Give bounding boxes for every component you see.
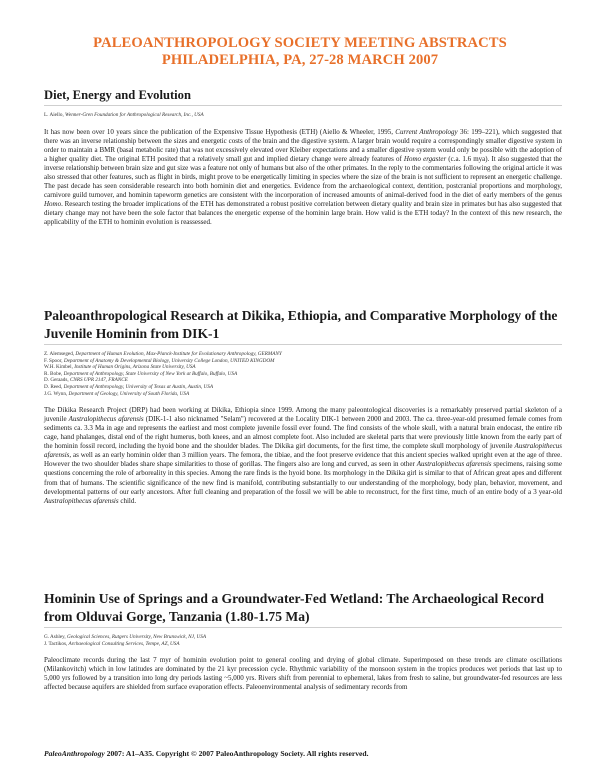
author-entry: J. Tactikos, Archaeological Consulting Services, Tempe, AZ, USA <box>44 640 180 647</box>
author-entry: L. Aiello, Wenner-Gren Foundation for Anthropological Research, Inc., USA <box>44 112 204 118</box>
header-line-1: PALEOANTHROPOLOGY SOCIETY MEETING ABSTRACTS <box>93 35 507 51</box>
abstract-body: Paleoclimate records during the last 7 myr of hominin evolution point to general cooling and drying of global climate. Superimposed on these trends are climate oscillations (Milankovitch) which in low latitudes are dominated by the 21 kyr precession cycle. Rhythmic variability of the monsoon system in the tropics produces wet periods that last up to 5,000 yrs followed by a transition into long dry periods lasting ~5,000 yrs. Rivers shift from perennial to ephemeral, lakes from fresh to saline, but groundwater-fed resources are less affected because aquifers are shielded from surface evaporation effects. Paleoenvironmental analysis of sedimentary records from <box>44 656 562 692</box>
author-entry: J.G. Wynn, Department of Geology, University of South Florida, USA <box>44 390 190 397</box>
abstract-olduvai <box>44 590 562 699</box>
abstract-title: Paleoanthropological Research at Dikika, Ethiopia, and Comparative Morphology of the Juvenile Hominin from DIK-1 <box>44 308 558 341</box>
author-entry: G. Ashley, Geological Sciences, Rutgers University, New Brunswick, NJ, USA <box>44 634 207 640</box>
author-entry: W.H. Kimbel, Institute of Human Origins, Arizona State University, USA <box>44 364 196 371</box>
abstract-title: Hominin Use of Springs and a Groundwater-Fed Wetland: The Archaeological Record from Olduvai Gorge, Tanzania (1.80-1.75 Ma) <box>44 591 544 624</box>
author-entry: F. Spoor, Department of Anatomy & Developmental Biology, University College London, UNITED KINGDOM <box>44 357 275 364</box>
author-entry: D. Geraads, CNRS UPR 2147, FRANCE <box>44 377 128 384</box>
title-divider <box>44 105 562 106</box>
author-entry: D. Reed, Department of Anthropology, University of Texas at Austin, Austin, USA <box>44 383 214 390</box>
title-divider <box>44 627 562 628</box>
page-footer <box>44 749 369 758</box>
header-line-2: PHILADELPHIA, PA, 27-28 MARCH 2007 <box>161 52 439 68</box>
author-entry: Z. Alemseged, Department of Human Evolution, Max-Planck-Institute for Evolutionary Anthropology, GERMANY <box>44 351 282 357</box>
abstract-body: The Dikika Research Project (DRP) had been working at Dikika, Ethiopia since 1999. Among the many paleontological discoveries is a remarkably preserved partial skeleton of a juvenile Australopithecus afarensis (DIK-1-1 also nicknamed "Selam") recovered at the Locality DIK-1 between 2000 and 2003. The ca. three-year-old presumed female comes from sediments ca. 3.3 Ma in age and represents the earliest and most complete juvenile fossil ever found. The find consists of the whole skull, with a natural brain endocast, the entire rib cage, hand phalanges, distal end of the right humerus, both knees, and an almost complete foot. Also included are skeletal parts that were previously little known from the early part of the hominin fossil record, including the hyoid bone and the shoulder blades. The Dikika girl documents, for the first time, the complete skull morphology of juvenile Australopithecus afarensis, as well as an early hominin older than 3 million years. The femora, the tibiae, and the foot preserve evidence that this ancient species walked upright even at the age of three. However the two shoulder blades share shape similarities to those of gorillas. The fingers also are long and curved, as seen in other Australopithecus afarensis specimens, raising some questions concerning the role of arboreality in this species. Among the rare finds is the hyoid bone. Its morphology in the Dikika girl is similar to that of African great apes and different from that of humans. The scientific significance of the new find is manifold, contributing substantially to our understanding of the morphology, body plan, behavior, movement, and developmental patterns of our early ancestors. After full cleaning and preparation of the fossil we will be able to reconstruct, for the first time, much of an entire body of a 3 year-old Australopithecus afarensis child. <box>44 406 562 505</box>
abstract-diet-energy <box>44 88 562 234</box>
author-list <box>44 112 562 119</box>
meeting-header <box>0 35 600 69</box>
abstract-title: Diet, Energy and Evolution <box>44 88 191 102</box>
title-divider <box>44 344 562 345</box>
author-list <box>44 351 562 397</box>
abstract-dikika <box>44 307 562 513</box>
journal-name: PaleoAnthropology <box>44 749 105 758</box>
author-list <box>44 634 562 647</box>
abstract-body: It has now been over 10 years since the publication of the Expensive Tissue Hypothesis (ETH) (Aiello & Wheeler, 1995, Current Anthropology 36: 199–221), which suggested that there was an inverse relationship between the sizes and energetic costs of the brain and the digestive system. A larger brain would require a correspondingly smaller digestive system in order to maintain a BMR (basal metabolic rate) that was not excessively elevated over Kleiber expectations and a smaller digestive system would only be possible with the adoption of a higher quality diet. The original ETH posited that a relatively small gut and implied dietary change were already features of Homo ergaster (c.a. 1.6 mya). It also suggested that the inverse relationship between brain size and gut size was a feature not only of humans but also of the other primates. In the reply to the commentaries following the original article it was also stressed that other features, such as flight in birds, might prove to be energetically limiting in species where the size of the brain is not sufficient to represent an energetic challenge. The past decade has seen considerable research into both hominin diet and energetics. Evidence from the archaeological context, dentition, postcranial proportions and morphology, carnivore guild turnover, and hominin tapeworm genetics are consistent with the incorporation of increased amounts of animal-derived food in the diet of early members of the genus Homo. Research testing the broader implications of the ETH has demonstrated a robust positive correlation between dietary quality and brain size in primates but has also suggested that dietary change may not have been the sole factor that balances the energetic expense of the hominin large brain. How valid is the ETH today? In the context of this new research, the applicability of the ETH to hominin evolution is reassessed. <box>44 127 563 227</box>
copyright-text: 2007: A1–A35. Copyright © 2007 PaleoAnthropology Society. All rights reserved. <box>104 749 369 758</box>
author-entry: R. Bobe, Department of Anthropology, State University of New York at Buffalo, Buffalo, USA <box>44 370 238 377</box>
